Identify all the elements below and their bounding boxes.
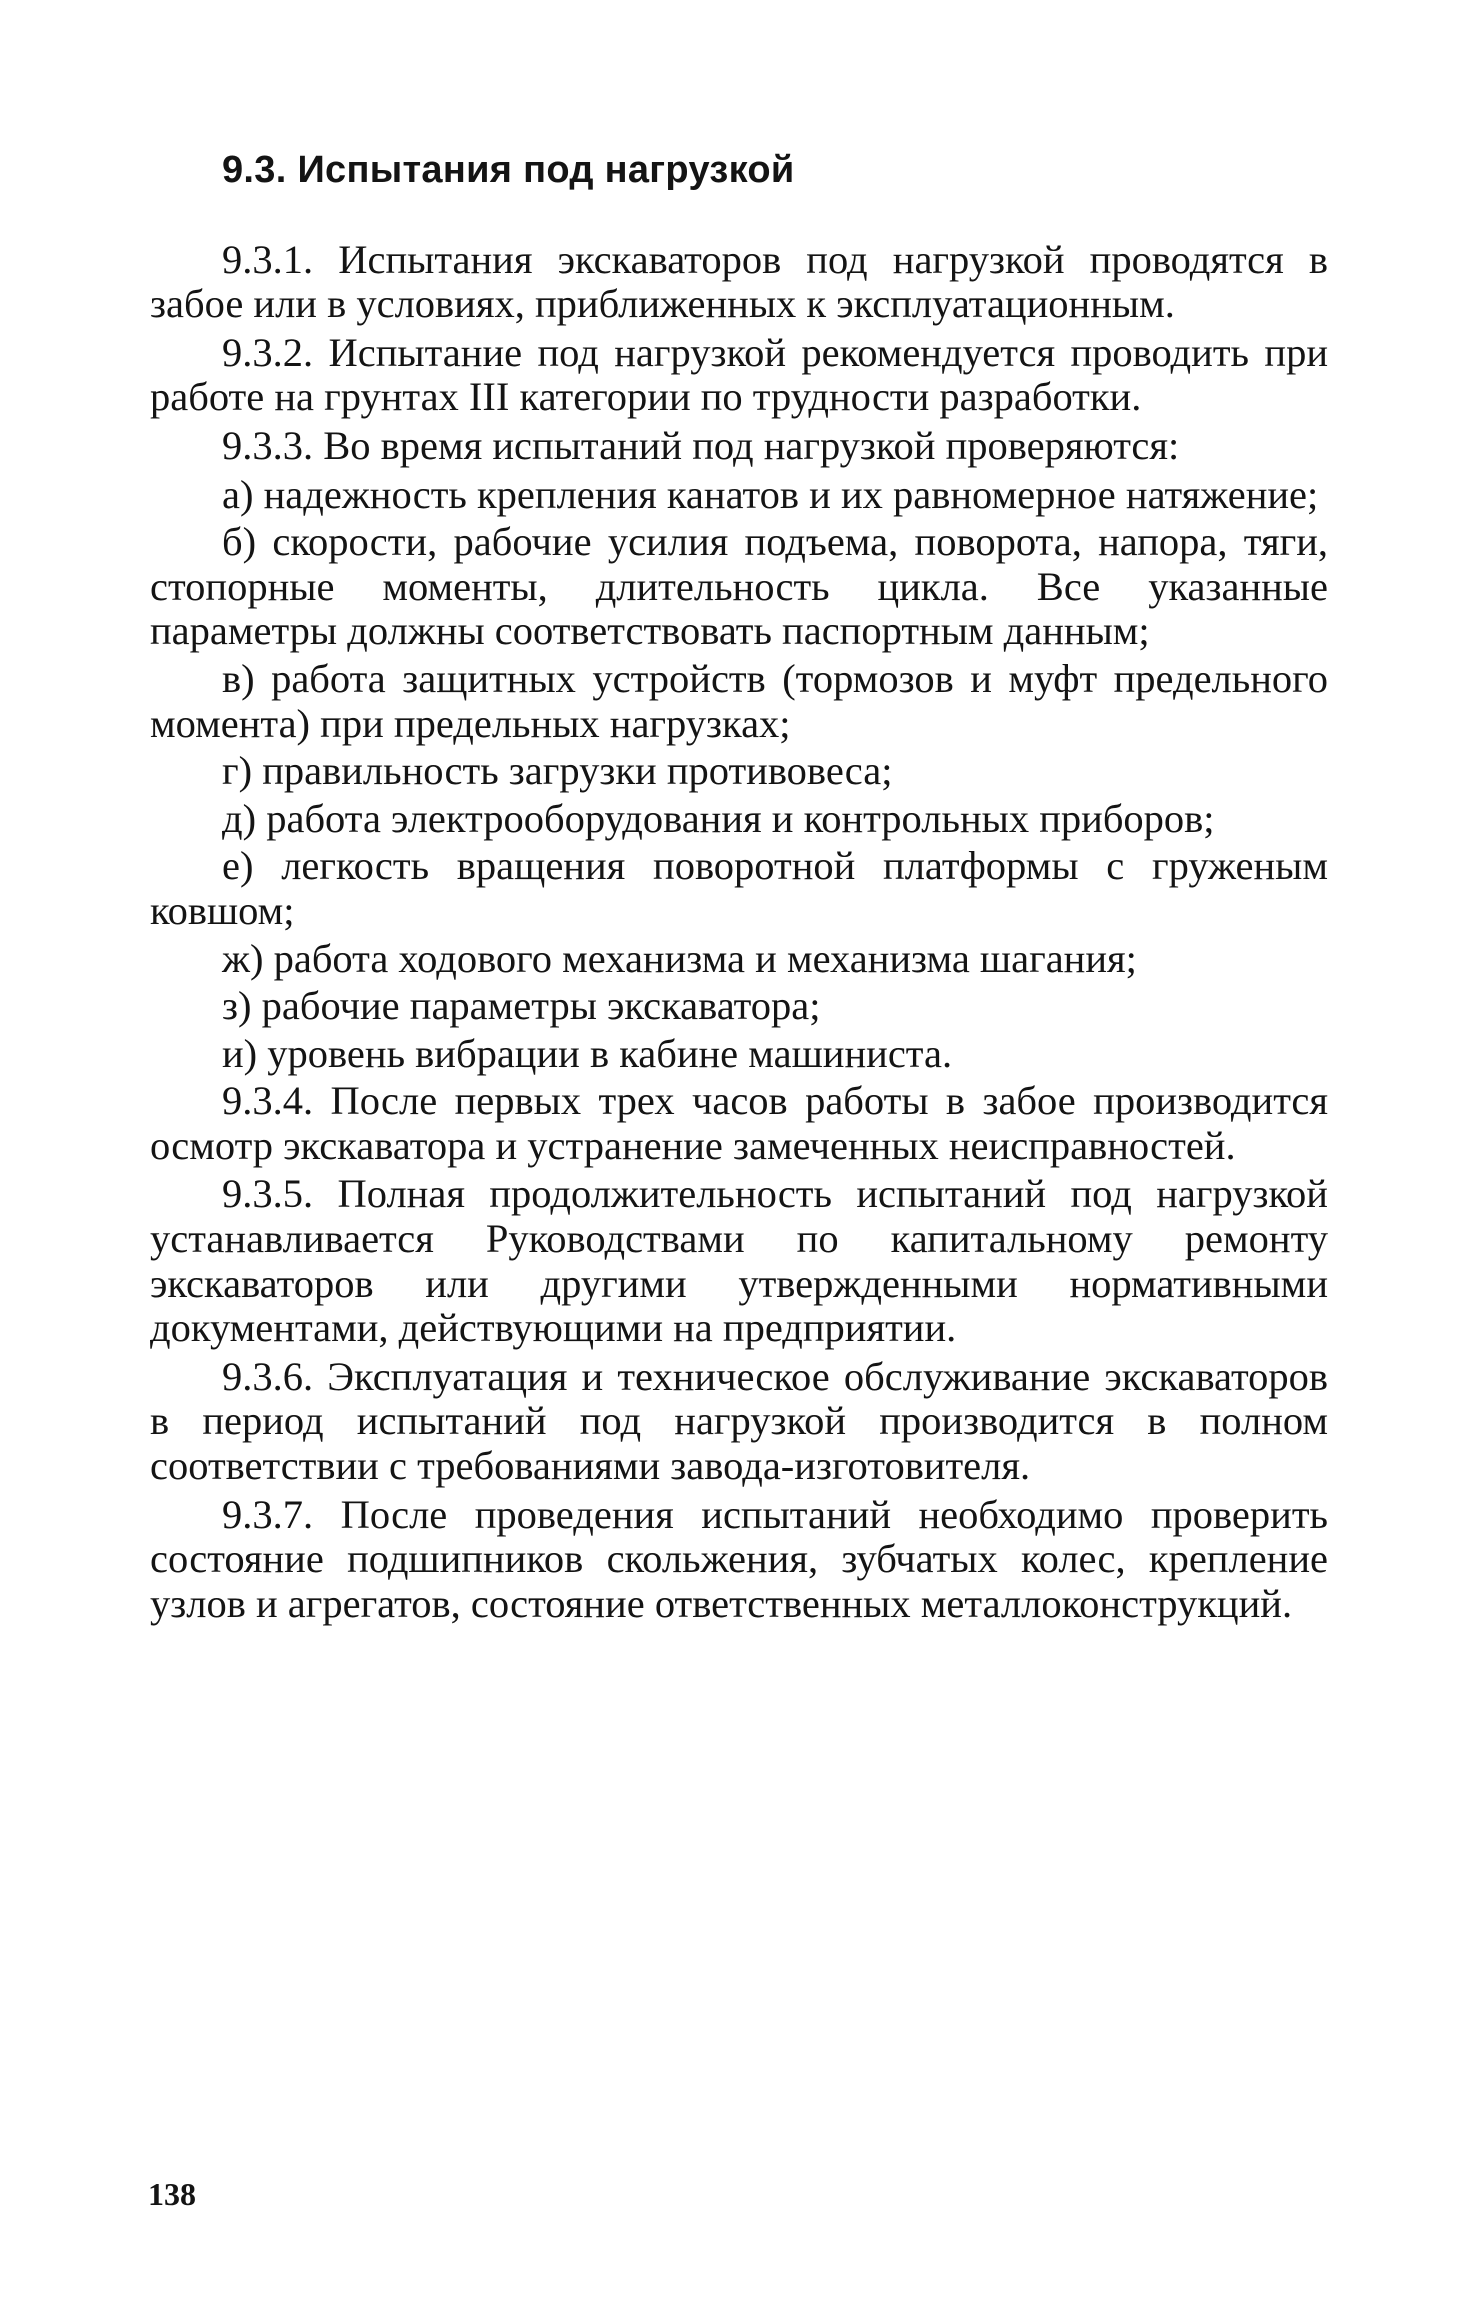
list-item-zh: ж) работа ходового механизма и механизма шагания; <box>222 935 1137 981</box>
list-item-d: д) работа электрооборудования и контрольных приборов; <box>222 795 1215 841</box>
paragraph-9-3-1: 9.3.1. Испытания экскаваторов под нагрузкой проводятся в забое или в условиях, приближенных к эксплуатационным. <box>150 236 1328 327</box>
paragraph-9-3-5: 9.3.5. Полная продолжительность испытаний под нагрузкой устанавливается Руководствами по капитальному ремонту экскаваторов или другими утвержденными нормативными документами, действующими на предприятии. <box>150 1171 1328 1351</box>
paragraph-9-3-2: 9.3.2. Испытание под нагрузкой рекомендуется проводить при работе на грунтах III категории по трудности разработки. <box>150 329 1328 420</box>
page-number: 138 <box>148 2176 196 2212</box>
paragraph-9-3-3: 9.3.3. Во время испытаний под нагрузкой проверяются: <box>222 422 1180 468</box>
paragraph-9-3-7: 9.3.7. После проведения испытаний необходимо проверить состояние подшипников скольжения, зубчатых колес, крепление узлов и агрегатов, состояние ответственных металлоконструкций. <box>150 1491 1328 1626</box>
paragraph-9-3-4: 9.3.4. После первых трех часов работы в забое производится осмотр экскаватора и устранение замеченных неисправностей. <box>150 1078 1328 1168</box>
section-heading: 9.3. Испытания под нагрузкой <box>222 149 795 191</box>
list-item-i: и) уровень вибрации в кабине машиниста. <box>222 1030 953 1076</box>
document-page <box>150 148 1328 1630</box>
list-item-e: е) легкость вращения поворотной платформы с груженым ковшом; <box>150 843 1328 933</box>
paragraph-9-3-6: 9.3.6. Эксплуатация и техническое обслуживание экскаваторов в период испытаний под нагрузкой производится в полном соответствии с требованиями завода-изготовителя. <box>150 1353 1328 1489</box>
list-item-v: в) работа защитных устройств (тормозов и муфт предельного момента) при предельных нагрузках; <box>150 655 1328 746</box>
list-item-g: г) правильность загрузки противовеса; <box>222 748 893 794</box>
list-item-b: б) скорости, рабочие усилия подъема, поворота, напора, тяги, стопорные моменты, длительность цикла. Все указанные параметры должны соответствовать паспортным данным; <box>150 519 1328 654</box>
list-item-z: з) рабочие параметры экскаватора; <box>222 983 821 1029</box>
list-item-a: а) надежность крепления канатов и их равномерное натяжение; <box>222 471 1319 517</box>
